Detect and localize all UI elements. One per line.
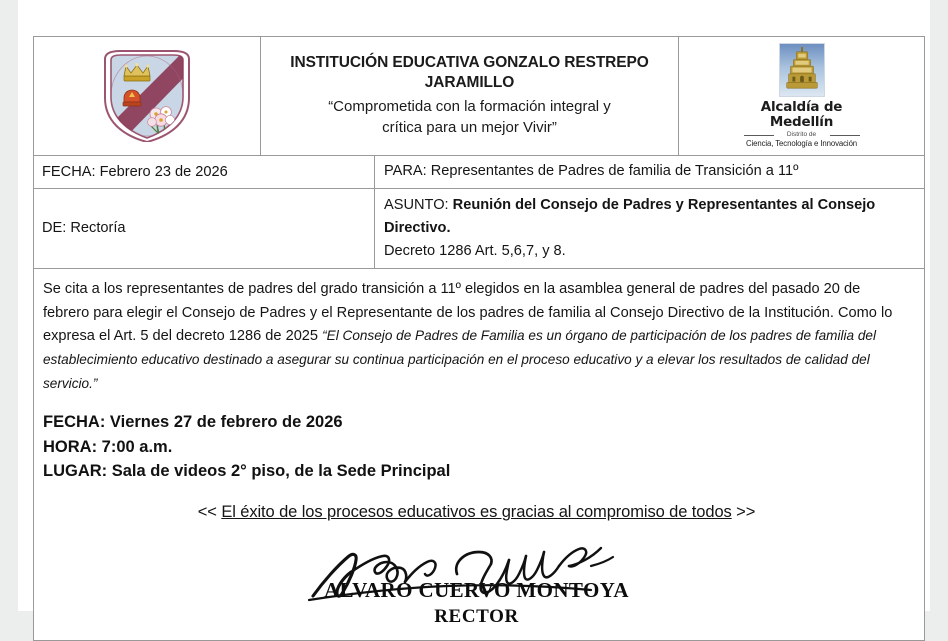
- document-header-row: [34, 37, 924, 156]
- fecha-para-row: [34, 156, 924, 189]
- alcaldia-de-medellin-logo: [738, 43, 866, 149]
- fecha-value: FECHA: Febrero 23 de 2026: [42, 163, 228, 180]
- de-cell: [34, 189, 375, 268]
- slogan-close: >>: [731, 503, 756, 522]
- slogan-text: El éxito de los procesos educativos es gracias al compromiso de todos: [221, 503, 732, 522]
- alcaldia-subtitle-1: Distrito de: [738, 131, 866, 139]
- event-hora: HORA: 7:00 a.m.: [43, 437, 173, 456]
- signer-name: ALVARO CUERVO MONTOYA: [324, 578, 629, 603]
- event-lugar: LUGAR: Sala de videos 2° piso, de la Sede Principal: [43, 461, 451, 480]
- document-body-cell: [34, 269, 924, 640]
- institution-name: INSTITUCIÓN EDUCATIVA GONZALO RESTREPO JARAMILLO: [290, 53, 649, 92]
- body-paragraph: [43, 278, 910, 396]
- asunto-cell: [375, 189, 924, 268]
- institution-motto: [328, 97, 611, 137]
- de-value: DE: Rectoría: [42, 220, 126, 237]
- signature-block: [43, 544, 910, 630]
- asunto-value: Reunión del Consejo de Padres y Representantes al Consejo Directivo.: [384, 197, 876, 236]
- motto-line-2: crítica para un mejor Vivir”: [382, 118, 557, 136]
- alcaldia-name: Alcaldía de Medellín: [760, 99, 843, 130]
- slogan-open: <<: [197, 503, 222, 522]
- crest-cell: [34, 37, 261, 155]
- document-page: [18, 0, 930, 628]
- school-crest-icon: [91, 50, 203, 142]
- event-fecha: FECHA: Viernes 27 de febrero de 2026: [43, 413, 343, 432]
- circular-table: [33, 36, 925, 641]
- slogan-line: [43, 503, 910, 522]
- motto-line-1: “Comprometida con la formación integral y: [328, 98, 611, 116]
- medellin-tower-emblem-icon: [779, 43, 825, 97]
- body-paragraph-quote: “El Consejo de Padres de Familia es un órgano de participación de los padres de familia del establecimiento educativo destinado a asegurar su continua participación en el proceso educativo y a elevar los resultados de calidad del servicio.”: [43, 328, 876, 391]
- municipality-logo-cell: [679, 37, 924, 155]
- signer-role: RECTOR: [434, 606, 519, 628]
- para-value: PARA: Representantes de Padres de familia de Transición a 11º: [384, 163, 799, 180]
- para-cell: [375, 156, 924, 188]
- event-details: [43, 410, 910, 483]
- asunto-line: [384, 194, 916, 239]
- fecha-cell: [34, 156, 375, 188]
- decreto-line: Decreto 1286 Art. 5,6,7, y 8.: [384, 242, 566, 259]
- body-paragraph-plain: Se cita a los representantes de padres del grado transición a 11º elegidos en la asamblea general de padres del pasado 20 de febrero para elegir el Consejo de Padres y el Representante de los padres de familia al Consejo Directivo de la Institución. Como lo expresa el Art. 5 del decreto 1286 de 2025: [43, 281, 893, 345]
- alcaldia-subtitle-2: Ciencia, Tecnología e Innovación: [745, 139, 858, 149]
- asunto-label: ASUNTO:: [384, 197, 453, 214]
- institution-title-cell: [261, 37, 679, 155]
- de-asunto-row: [34, 189, 924, 269]
